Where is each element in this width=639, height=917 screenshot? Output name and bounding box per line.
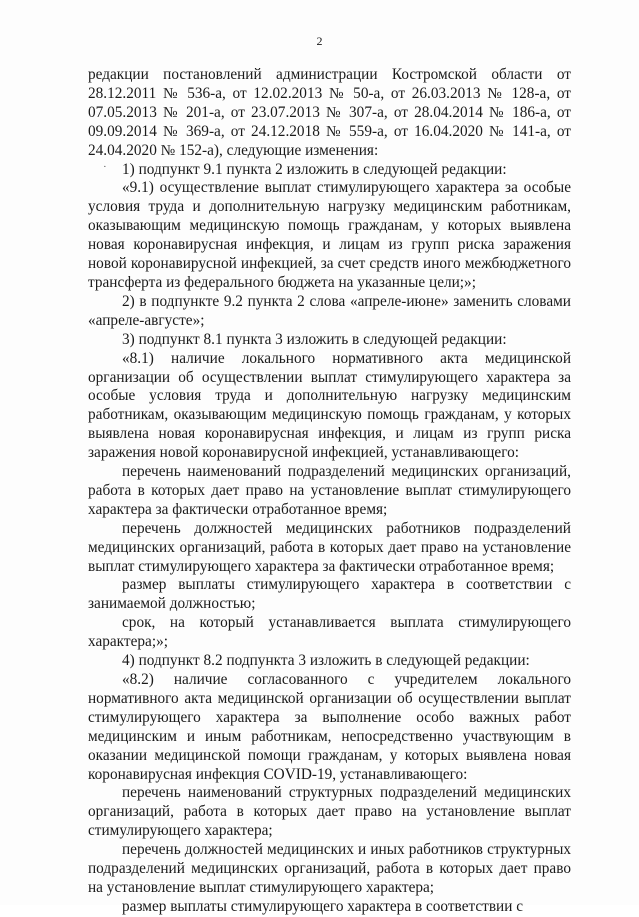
paragraph-list-staff-positions: перечень должностей медицинских и иных работников структурных подразделений медицинских организаций, работа в которых дает право на установление выплат стимулирующего характера; bbox=[88, 841, 571, 896]
paragraph-list-structural-subdivisions: перечень наименований структурных подразделений медицинских организаций, работа в которых дает право на установление выплат стимулирующего характера; bbox=[88, 784, 571, 840]
paragraph-quote-9-1: «9.1) осуществление выплат стимулирующего характера за особые условия труда и дополнительную нагрузку медицинским работникам, оказывающим медицинскую помощь гражданам, у которых выявлена новая коронавирусная инфекция, и лицам из групп риска заражения новой коронавирусной инфекцией, за счет средств иного межбюджетного трансферта из федерального бюджета на указанные цели;»; bbox=[88, 179, 571, 291]
document-body bbox=[88, 66, 571, 917]
margin-mark: · bbox=[103, 161, 107, 173]
page-number: 2 bbox=[316, 34, 323, 48]
paragraph-item-2: 2) в подпункте 9.2 пункта 2 слова «апреле-июне» заменить словами «апреле-августе»; bbox=[88, 292, 571, 329]
paragraph-item-1: 1) подпункт 9.1 пункта 2 изложить в следующей редакции: bbox=[122, 160, 507, 178]
paragraph-list-payment-amount: размер выплаты стимулирующего характера в соответствии с bbox=[122, 897, 524, 915]
paragraph-intro: редакции постановлений администрации Костромской области от 28.12.2011 № 536-а, от 12.02.2013 № 50-а, от 26.03.2013 № 128-а, от 07.05.2013 № 201-а, от 23.07.2013 № 307-а, от 28.04.2014 № 186-а, от 09.09.2014 № 369-а, от 24.12.2018 № 559-а, от 16.04.2020 № 141-а, от 24.04.2020 № 152-а), следующие изменения: bbox=[88, 66, 571, 159]
paragraph-quote-8-1: «8.1) наличие локального нормативного акта медицинской организации об осуществлении выплат стимулирующего характера за особые условия труда и дополнительную нагрузку медицинским работникам, оказывающим медицинскую помощь гражданам, у которых выявлена новая коронавирусная инфекция, и лицам из групп риска заражения новой коронавирусной инфекцией, устанавливающего: bbox=[88, 349, 571, 462]
paragraph-item-4: 4) подпункт 8.2 подпункта 3 изложить в следующей редакции: bbox=[122, 652, 530, 670]
paragraph-list-term: срок, на который устанавливается выплата стимулирующего характера;»; bbox=[88, 614, 571, 651]
paragraph-list-subdivisions: перечень наименований подразделений медицинских организаций, работа в которых дает право на установление выплат стимулирующего характера за фактически отработанное время; bbox=[88, 463, 571, 518]
paragraph-list-amount: размер выплаты стимулирующего характера в соответствии с занимаемой должностью; bbox=[88, 576, 571, 613]
paragraph-item-3: 3) подпункт 8.1 пункта 3 изложить в следующей редакции: bbox=[122, 330, 507, 348]
paragraph-quote-8-2: «8.2) наличие согласованного с учредителем локального нормативного акта медицинской организации об осуществлении выплат стимулирующего характера за выполнение особо важных работ медицинским и иным работникам, непосредственно участвующим в оказании медицинской помощи гражданам, у которых выявлена новая коронавирусная инфекция COVID-19, устанавливающего: bbox=[88, 671, 571, 783]
paragraph-list-positions: перечень должностей медицинских работников подразделений медицинских организаций, работа в которых дает право на установление выплат стимулирующего характера за фактически отработанное время; bbox=[88, 519, 571, 575]
